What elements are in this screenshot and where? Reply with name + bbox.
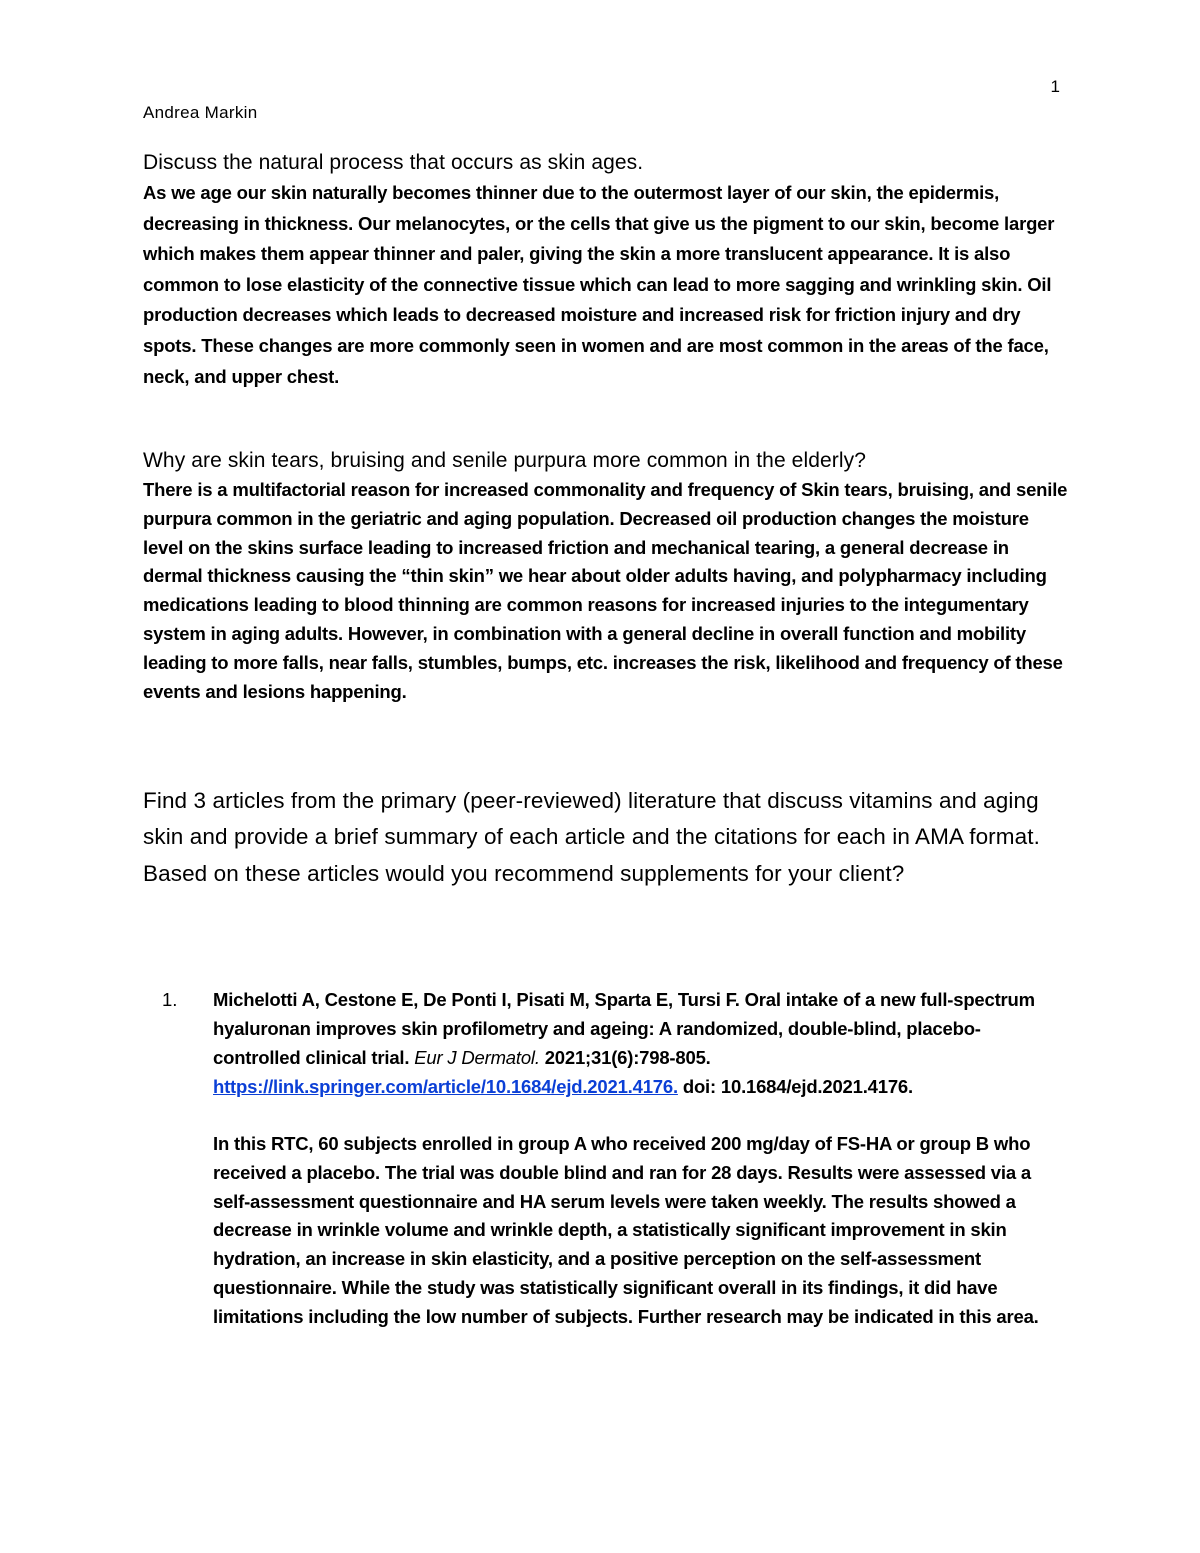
doi-text: doi: 10.1684/ejd.2021.4176. xyxy=(677,1076,913,1097)
section-skin-tears xyxy=(143,446,1073,706)
volume-pages: 2021;31(6):798-805. xyxy=(539,1047,711,1068)
section-articles-prompt xyxy=(143,783,1073,892)
list-number: 1. xyxy=(162,989,178,1010)
article-link[interactable]: https://link.springer.com/article/10.1684/ejd.2021.4176. xyxy=(213,1076,678,1097)
author-name: Andrea Markin xyxy=(143,103,258,122)
question-heading: Find 3 articles from the primary (peer-reviewed) literature that discuss vitamins and aging skin and provide a brief summary of each article and the citations for each in AMA format. Based on these articles would you recommend supplements for your client? xyxy=(143,788,1040,886)
answer-paragraph: There is a multifactorial reason for increased commonality and frequency of Skin tears, bruising, and senile purpura common in the geriatric and aging population. Decreased oil production changes the moisture level on the skins surface leading to increased friction and mechanical tearing, a general decrease in dermal thickness causing the “thin skin” we hear about older adults having, and polypharmacy including medications leading to blood thinning are common reasons for increased injuries to the integumentary system in aging adults. However, in combination with a general decline in overall function and mobility leading to more falls, near falls, stumbles, bumps, etc. increases the risk, likelihood and frequency of these events and lesions happening. xyxy=(143,479,1068,702)
question-heading: Why are skin tears, bruising and senile purpura more common in the elderly? xyxy=(143,449,867,472)
answer-paragraph: As we age our skin naturally becomes thinner due to the outermost layer of our skin, the epidermis, decreasing in thickness. Our melanocytes, or the cells that give us the pigment to our skin, become larger which makes them appear thinner and paler, giving the skin a more translucent appearance. It is also common to lose elasticity of the connective tissue which can lead to more sagging and wrinkling skin. Oil production decreases which leads to decreased moisture and increased risk for friction injury and dry spots. These changes are more commonly seen in women and are most common in the areas of the face, neck, and upper chest. xyxy=(143,182,1055,387)
section-skin-aging xyxy=(143,148,1073,392)
reference-list xyxy=(162,985,1052,1332)
page-number: 1 xyxy=(1050,77,1060,96)
reference-citation xyxy=(213,985,1052,1101)
question-heading: Discuss the natural process that occurs as skin ages. xyxy=(143,151,644,174)
reference-item xyxy=(162,985,1052,1332)
citation-authors-title: Michelotti A, Cestone E, De Ponti I, Pisati M, Sparta E, Tursi F. Oral intake of a new full-spectrum hyaluronan improves skin profilometry and ageing: A randomized, double-blind, placebo-controlled clinical trial. xyxy=(213,989,1035,1068)
journal-name: Eur J Dermatol. xyxy=(414,1047,540,1068)
reference-summary: In this RTC, 60 subjects enrolled in group A who received 200 mg/day of FS-HA or group B who received a placebo. The trial was double blind and ran for 28 days. Results were assessed via a self-assessment questionnaire and HA serum levels were taken weekly. The results showed a decrease in wrinkle volume and wrinkle depth, a statistically significant improvement in skin hydration, an increase in skin elasticity, and a positive perception on the self-assessment questionnaire. While the study was statistically significant overall in its findings, it did have limitations including the low number of subjects. Further research may be indicated in this area. xyxy=(213,1133,1039,1327)
